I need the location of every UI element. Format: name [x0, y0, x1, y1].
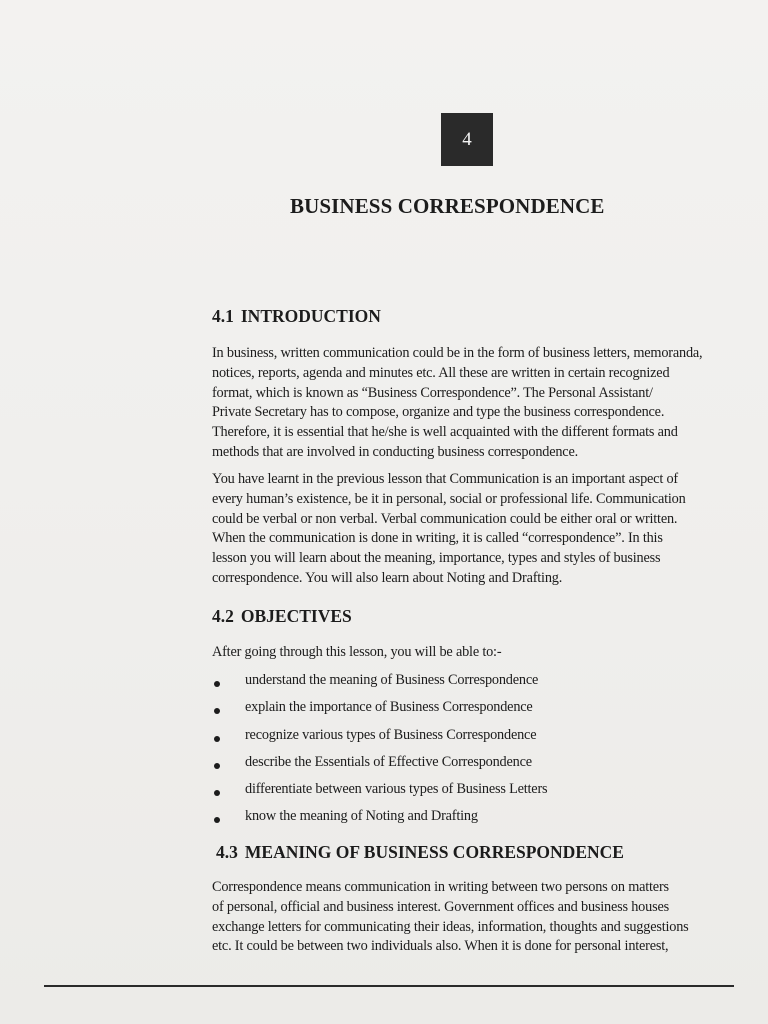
list-item	[212, 727, 732, 754]
section-number: 4.1	[212, 306, 234, 326]
list-item	[212, 699, 732, 726]
section-heading-introduction	[212, 306, 381, 327]
section-title: MEANING OF BUSINESS CORRESPONDENCE	[244, 842, 624, 862]
chapter-number: 4	[462, 128, 472, 150]
section-heading-meaning	[216, 842, 624, 863]
chapter-title: BUSINESS CORRESPONDENCE	[290, 194, 605, 218]
list-item	[212, 781, 732, 808]
text-line: exchange letters for communicating their ideas, information, thoughts and suggestions	[212, 918, 689, 935]
text-line: You have learnt in the previous lesson that Communication is an important aspect of	[212, 471, 678, 487]
list-item	[212, 808, 732, 835]
list-item	[212, 672, 732, 699]
text-line: methods that are involved in conducting business correspondence.	[212, 443, 578, 460]
text-line: every human’s existence, be it in personal, social or professional life. Communication	[212, 490, 686, 507]
list-item-text: differentiate between various types of Business Letters	[245, 781, 548, 798]
bullet-icon	[214, 790, 220, 796]
intro-paragraph-1	[212, 344, 732, 463]
text-line: notices, reports, agenda and minutes etc. All these are written in certain recognized	[212, 364, 670, 381]
list-item-text: explain the importance of Business Correspondence	[245, 699, 533, 716]
section-title: OBJECTIVES	[240, 606, 352, 626]
text-line: Therefore, it is essential that he/she is well acquainted with the different formats and	[212, 424, 678, 441]
bullet-icon	[214, 817, 220, 823]
bullet-icon	[214, 708, 220, 714]
text-line: After going through this lesson, you will be able to:-	[212, 644, 502, 660]
text-line: correspondence. You will also learn about Noting and Drafting.	[212, 569, 563, 586]
text-line: of personal, official and business interest. Government offices and business houses	[212, 898, 669, 915]
bullet-icon	[214, 681, 220, 687]
list-item-text: describe the Essentials of Effective Correspondence	[245, 753, 532, 770]
chapter-number-box	[441, 113, 493, 166]
text-line: etc. It could be between two individuals also. When it is done for personal interest,	[212, 938, 669, 955]
objectives-intro	[212, 643, 732, 663]
section-heading-objectives	[212, 606, 352, 627]
bullet-icon	[214, 736, 220, 742]
section-number: 4.3	[216, 842, 238, 862]
list-item	[212, 754, 732, 781]
text-line: When the communication is done in writing, it is called “correspondence”. In this	[212, 530, 663, 547]
list-item-text: understand the meaning of Business Correspondence	[245, 672, 539, 688]
meaning-paragraph	[212, 878, 732, 957]
section-number: 4.2	[212, 606, 234, 626]
text-line: Private Secretary has to compose, organize and type the business correspondence.	[212, 404, 665, 421]
text-line: In business, written communication could be in the form of business letters, memoranda,	[212, 345, 703, 361]
text-line: lesson you will learn about the meaning, importance, types and styles of business	[212, 550, 661, 567]
objectives-list	[212, 672, 732, 836]
text-line: could be verbal or non verbal. Verbal communication could be either oral or written.	[212, 510, 678, 527]
text-line: Correspondence means communication in writing between two persons on matters	[212, 879, 669, 895]
list-item-text: know the meaning of Noting and Drafting	[245, 808, 478, 825]
page-bottom-rule	[44, 985, 734, 987]
list-item-text: recognize various types of Business Correspondence	[245, 726, 537, 743]
intro-paragraph-2	[212, 470, 732, 589]
text-line: format, which is known as “Business Correspondence”. The Personal Assistant/	[212, 384, 653, 401]
section-title: INTRODUCTION	[240, 306, 381, 326]
bullet-icon	[214, 763, 220, 769]
